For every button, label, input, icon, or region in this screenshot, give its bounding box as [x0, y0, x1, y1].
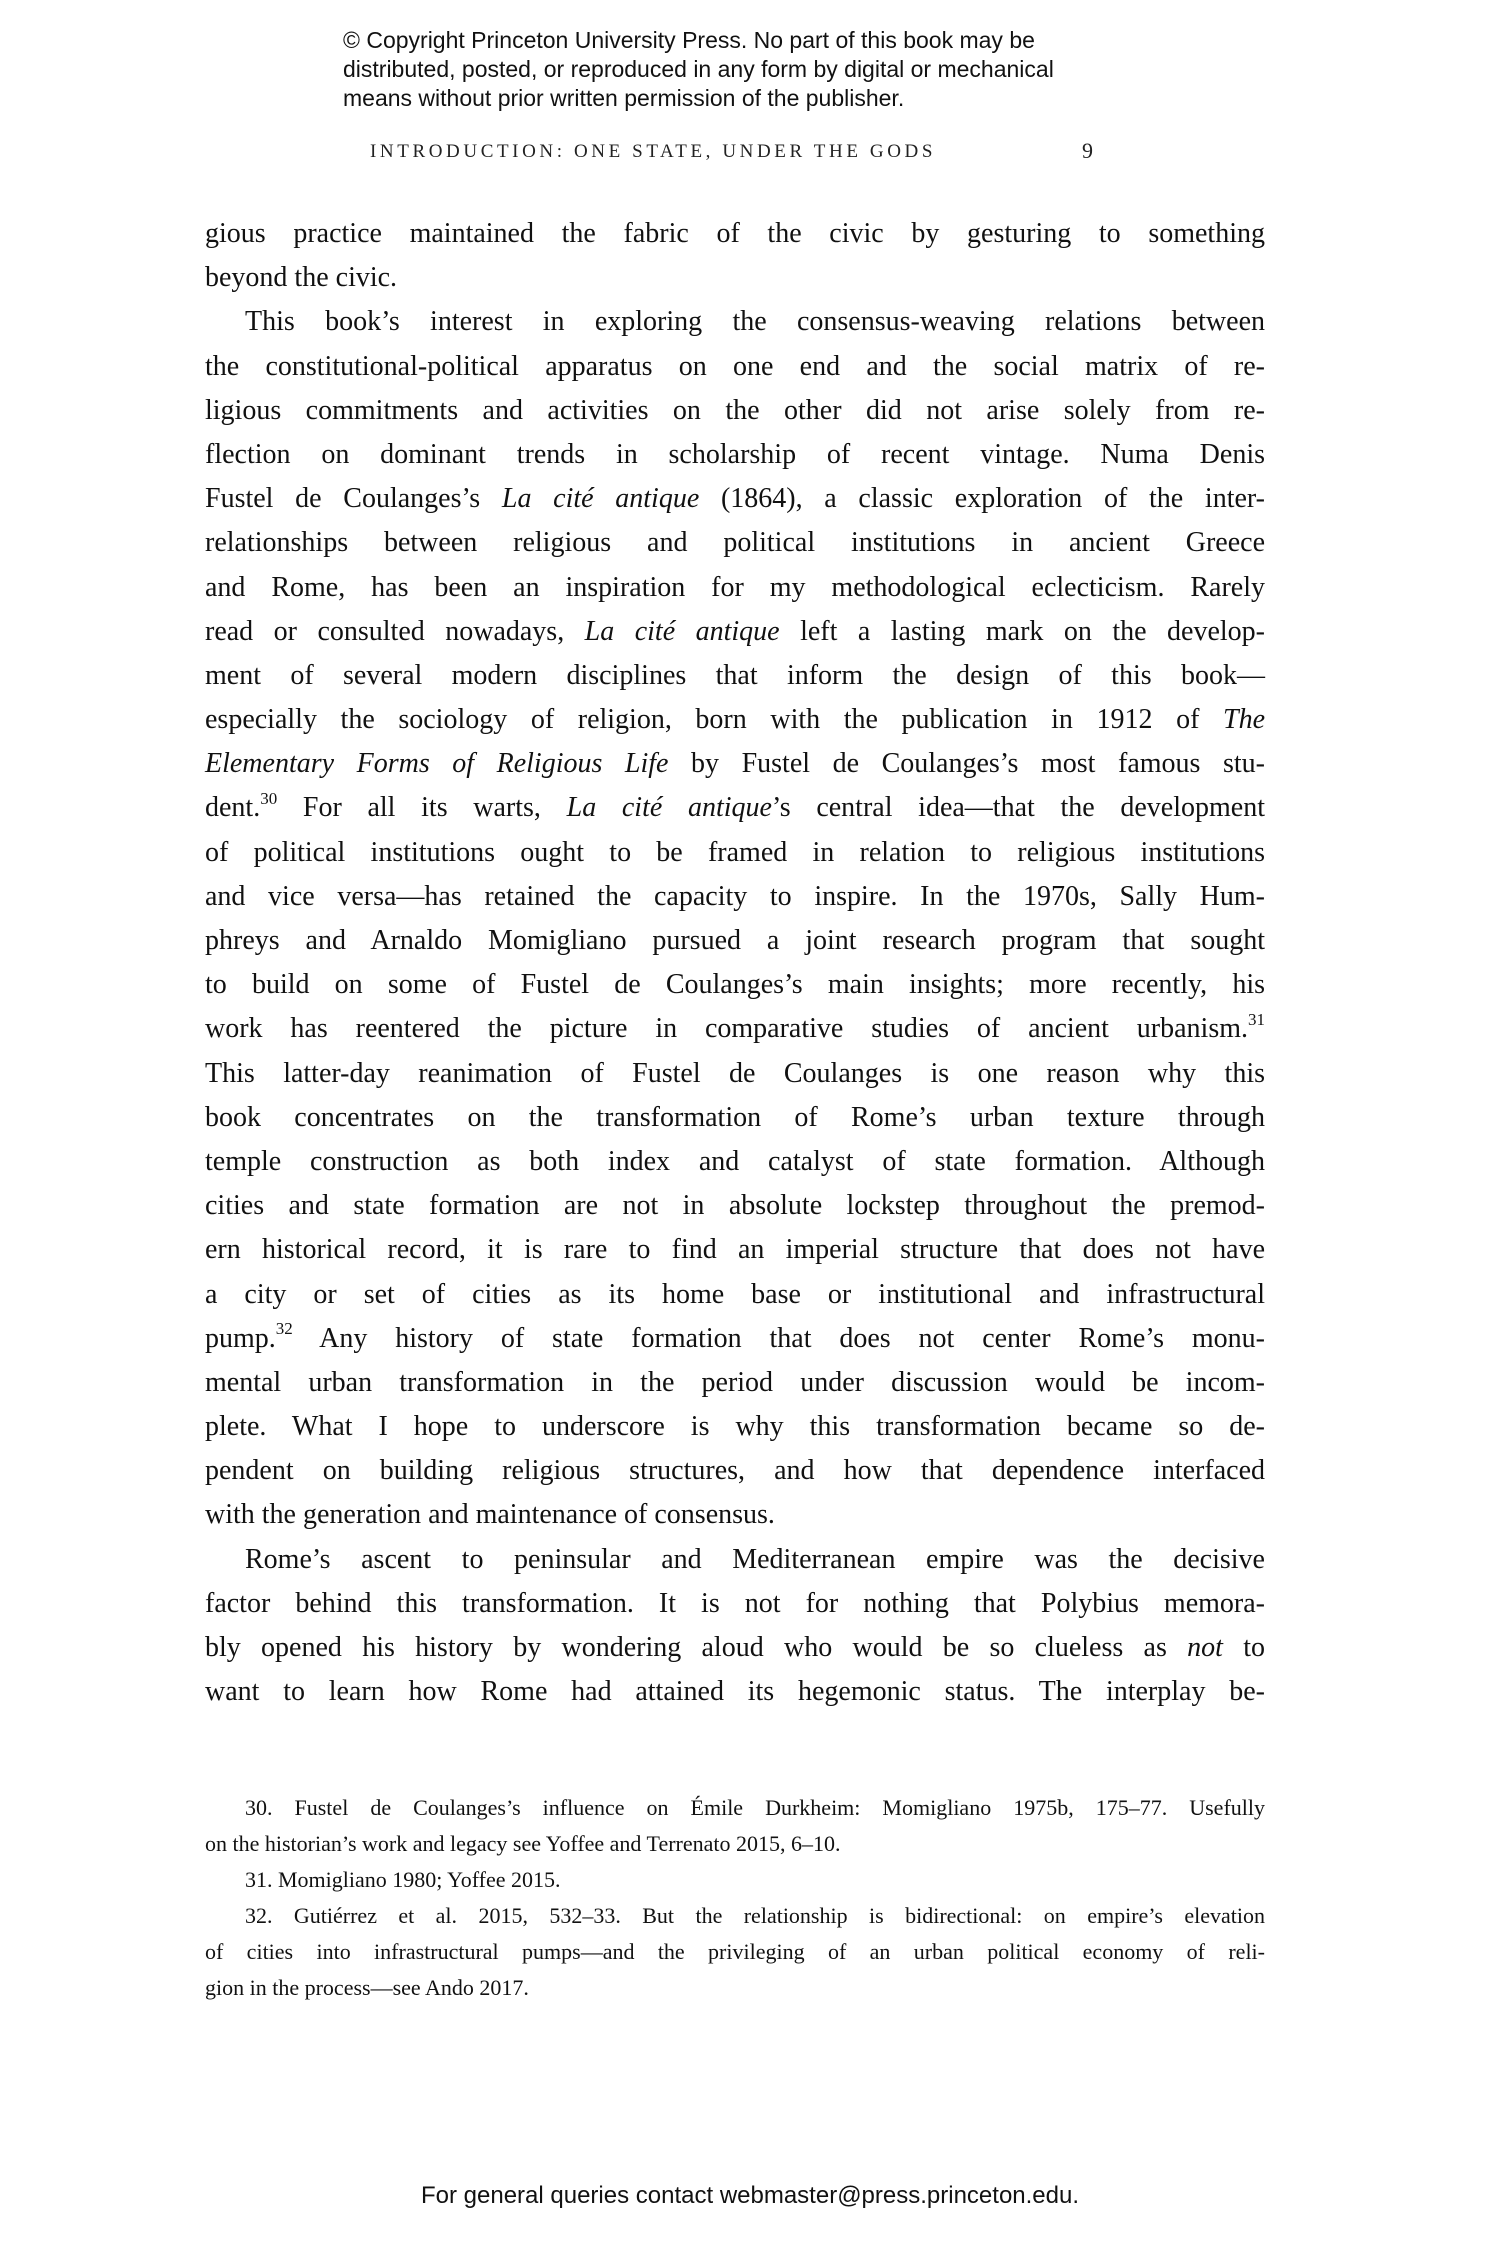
- text-segment: dent.: [205, 792, 261, 824]
- body-line: [205, 786, 1265, 830]
- body-line: [205, 654, 1265, 698]
- text-segment: beyond the civic.: [205, 262, 398, 294]
- body-line: [205, 389, 1265, 433]
- footnote-line: gion in the process—see Ando 2017.: [205, 1975, 529, 2000]
- body-line: [205, 610, 1265, 654]
- body-line: [205, 1317, 1265, 1361]
- text-segment: of political institutions ought to be framed in relation to religious institutions: [205, 836, 1265, 868]
- body-line: [205, 433, 1265, 477]
- body-line: [205, 566, 1265, 610]
- footnotes: [205, 1790, 1265, 2006]
- italic-title: La cité antique: [501, 483, 700, 515]
- body-line: [205, 300, 1265, 344]
- body-line: [205, 1670, 1265, 1714]
- footnote-line: 32. Gutiérrez et al. 2015, 532–33. But the relationship is bidirectional: on empire’s elevation: [245, 1903, 1265, 1928]
- text-segment: to build on some of Fustel de Coulanges’s main insights; more recently, his: [205, 969, 1265, 1001]
- italic-title: not: [1187, 1632, 1223, 1663]
- text-segment: bly opened his history by wondering aloud who would be so clueless as: [205, 1632, 1188, 1663]
- copyright-line: means without prior written permission of the publisher.: [343, 85, 905, 111]
- text-segment: by Fustel de Coulanges’s most famous stu-: [668, 748, 1265, 780]
- body-line: [205, 1582, 1265, 1626]
- copyright-line: distributed, posted, or reproduced in any form by digital or mechanical: [343, 56, 1054, 82]
- body-line: [205, 963, 1265, 1007]
- text-segment: Fustel de Coulanges’s: [205, 483, 502, 515]
- footnote-reference[interactable]: 32: [275, 1319, 293, 1339]
- text-segment: read or consulted nowadays,: [205, 615, 585, 647]
- text-segment: and Rome, has been an inspiration for my methodological eclecticism. Rarely: [205, 571, 1265, 603]
- body-line: [205, 1007, 1265, 1051]
- text-segment: with the generation and maintenance of consensus.: [205, 1499, 775, 1531]
- body-line: [205, 1626, 1265, 1670]
- footnote-line: of cities into infrastructural pumps—and the privileging of an urban political economy of reli-: [205, 1939, 1265, 1964]
- body-line: [205, 1096, 1265, 1140]
- text-segment: This book’s interest in exploring the consensus-weaving relations between: [245, 306, 1265, 338]
- text-segment: work has reentered the picture in comparative studies of ancient urbanism.: [205, 1013, 1248, 1045]
- body-line: [205, 1140, 1265, 1184]
- footnote-line: 30. Fustel de Coulanges’s influence on Émile Durkheim: Momigliano 1975b, 175–77. Usefully: [245, 1795, 1265, 1820]
- body-line: [205, 742, 1265, 786]
- body-line: [205, 477, 1265, 521]
- text-segment: Any history of state formation that does not center Rome’s monu-: [292, 1322, 1265, 1354]
- text-segment: gious practice maintained the fabric of the civic by gesturing to something: [205, 218, 1265, 249]
- body-line: [205, 875, 1265, 919]
- body-line: [205, 919, 1265, 963]
- body-line: [205, 1493, 1265, 1537]
- text-segment: Rome’s ascent to peninsular and Mediterranean empire was the decisive: [245, 1543, 1265, 1575]
- text-segment: phreys and Arnaldo Momigliano pursued a joint research program that sought: [205, 925, 1265, 956]
- text-segment: ’s central idea—that the development: [771, 792, 1265, 824]
- body-line: [205, 1538, 1265, 1582]
- body-line: [205, 345, 1265, 389]
- text-segment: (1864), a classic exploration of the inter-: [699, 483, 1265, 515]
- body-line: [205, 1361, 1265, 1405]
- text-segment: ern historical record, it is rare to find an imperial structure that does not have: [205, 1234, 1265, 1266]
- body-text: [205, 212, 1265, 1714]
- text-segment: flection on dominant trends in scholarship of recent vintage. Numa Denis: [205, 438, 1265, 470]
- text-segment: left a lasting mark on the develop-: [779, 615, 1265, 647]
- body-line: [205, 698, 1265, 742]
- body-line: [205, 1052, 1265, 1096]
- body-line: [205, 1449, 1265, 1493]
- text-segment: factor behind this transformation. It is not for nothing that Polybius memora-: [205, 1587, 1265, 1619]
- text-segment: For all its warts,: [277, 792, 567, 824]
- body-line: [205, 1228, 1265, 1272]
- text-segment: temple construction as both index and catalyst of state formation. Although: [205, 1145, 1265, 1177]
- running-head: INTRODUCTION: ONE STATE, UNDER THE GODS: [370, 141, 937, 162]
- text-segment: pump.: [205, 1322, 276, 1354]
- text-segment: cities and state formation are not in absolute lockstep throughout the premod-: [205, 1190, 1265, 1222]
- footnote-reference[interactable]: 31: [1248, 1010, 1265, 1030]
- body-line: [205, 521, 1265, 565]
- text-segment: relationships between religious and political institutions in ancient Greece: [205, 527, 1265, 559]
- text-segment: ment of several modern disciplines that inform the design of this book—: [205, 659, 1265, 691]
- body-line: [205, 212, 1265, 256]
- copyright-line: © Copyright Princeton University Press. No part of this book may be: [343, 27, 1035, 53]
- italic-title: La cité antique: [566, 792, 772, 824]
- footer-contact: For general queries contact webmaster@press.princeton.edu.: [420, 2182, 1080, 2209]
- body-line: [205, 1405, 1265, 1449]
- text-segment: ligious commitments and activities on the other did not arise solely from re-: [205, 394, 1265, 426]
- footnote-line: on the historian’s work and legacy see Yoffee and Terrenato 2015, 6–10.: [205, 1831, 841, 1856]
- footnote-line: 31. Momigliano 1980; Yoffee 2015.: [245, 1867, 561, 1892]
- text-segment: the constitutional-political apparatus on one end and the social matrix of re-: [205, 350, 1265, 382]
- body-line: [205, 1184, 1265, 1228]
- copyright-notice: [343, 26, 1243, 113]
- footnote-reference[interactable]: 30: [260, 789, 278, 809]
- text-segment: to: [1222, 1632, 1265, 1663]
- text-segment: a city or set of cities as its home base or institutional and infrastructural: [205, 1278, 1265, 1310]
- body-line: [205, 256, 1265, 300]
- text-segment: This latter-day reanimation of Fustel de Coulanges is one reason why this: [205, 1057, 1265, 1089]
- text-segment: plete. What I hope to underscore is why this transformation became so de-: [205, 1411, 1265, 1443]
- italic-title: Elementary Forms of Religious Life: [205, 748, 669, 780]
- page-number: 9: [1082, 138, 1093, 163]
- text-segment: want to learn how Rome had attained its hegemonic status. The interplay be-: [205, 1676, 1265, 1708]
- body-line: [205, 1273, 1265, 1317]
- text-segment: book concentrates on the transformation of Rome’s urban texture through: [205, 1101, 1265, 1133]
- text-segment: especially the sociology of religion, born with the publication in 1912 of: [205, 704, 1223, 736]
- text-segment: and vice versa—has retained the capacity to inspire. In the 1970s, Sally Hum-: [205, 880, 1265, 912]
- italic-title: La cité antique: [584, 615, 780, 647]
- text-segment: pendent on building religious structures, and how that dependence interfaced: [205, 1455, 1265, 1487]
- italic-title: The: [1223, 704, 1265, 736]
- body-line: [205, 831, 1265, 875]
- text-segment: mental urban transformation in the period under discussion would be incom-: [205, 1366, 1265, 1398]
